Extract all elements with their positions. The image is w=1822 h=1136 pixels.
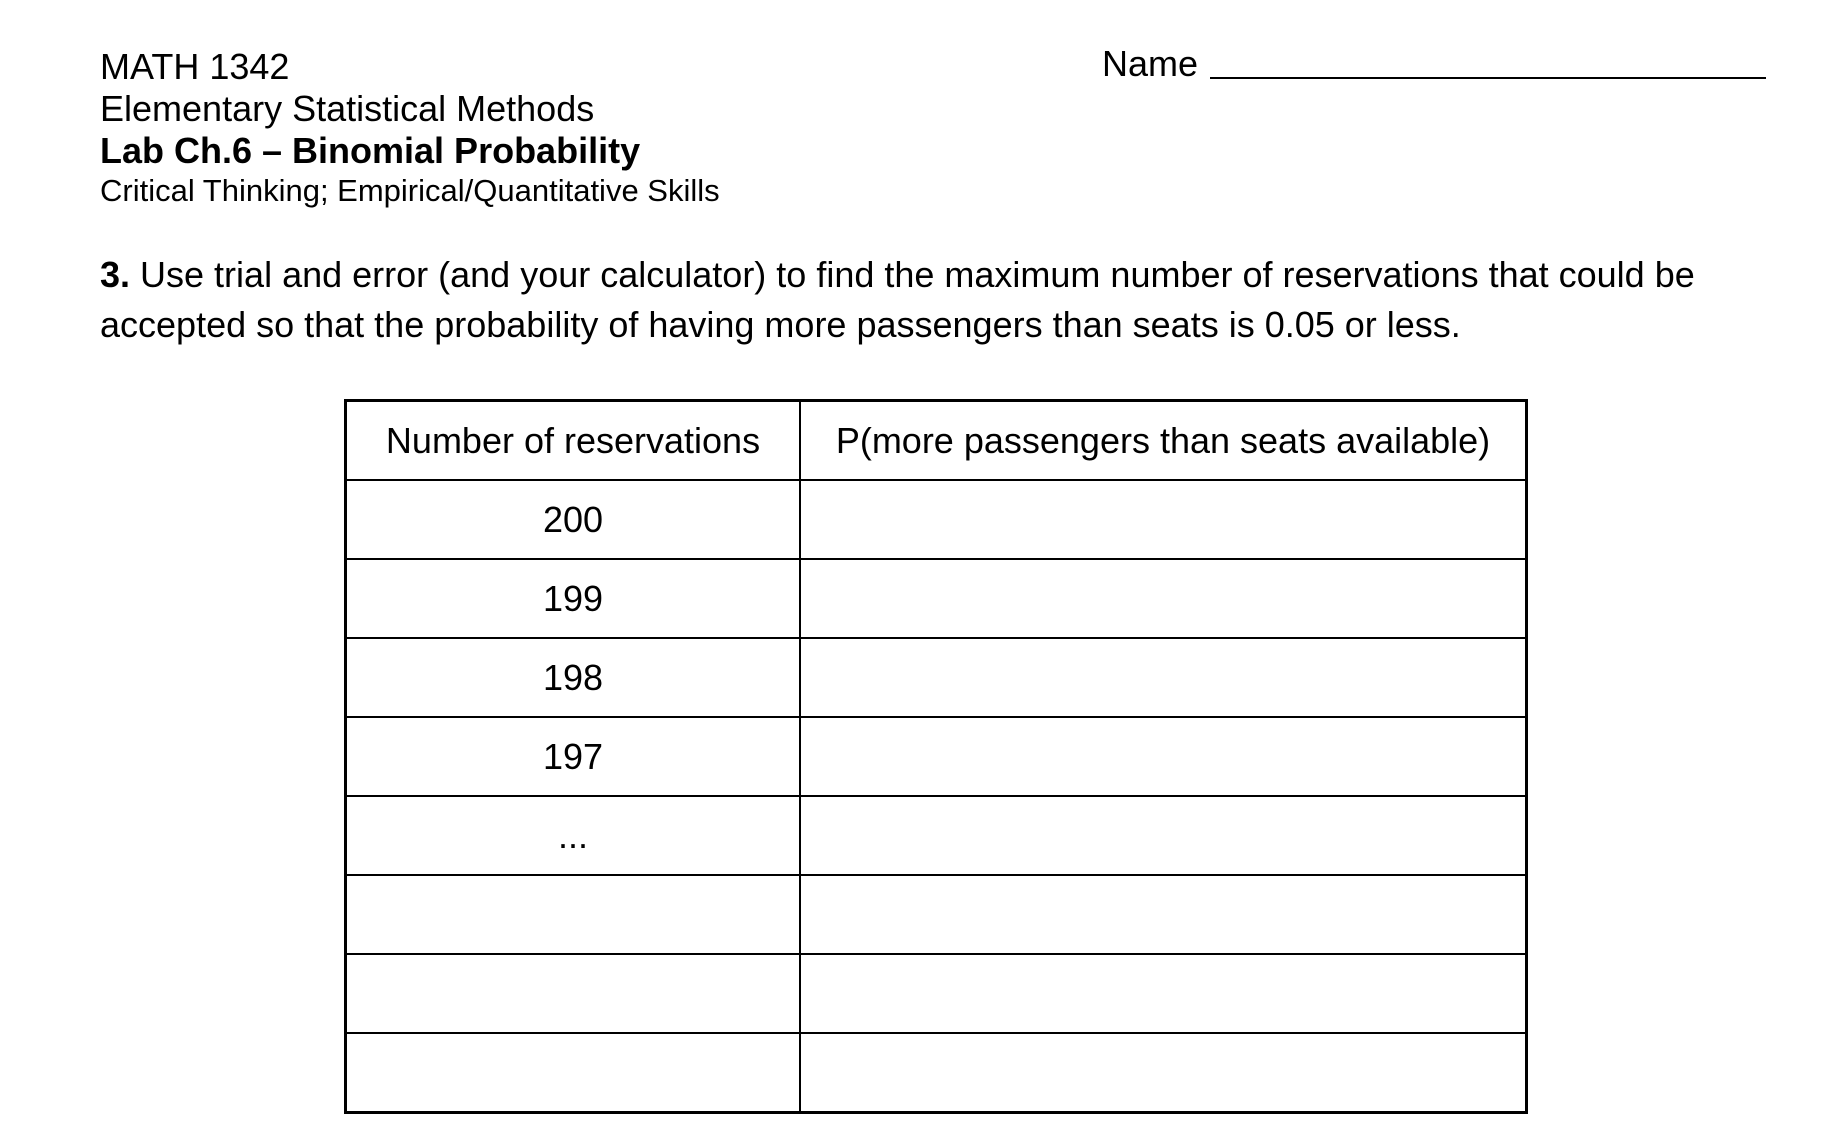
course-code: MATH 1342 bbox=[100, 46, 290, 87]
table-row bbox=[346, 480, 1527, 559]
header-probability: P(more passengers than seats available) bbox=[800, 401, 1527, 481]
reservations-table bbox=[344, 399, 1528, 1114]
lab-title: Lab Ch.6 – Binomial Probability bbox=[100, 130, 641, 171]
table-row bbox=[346, 638, 1527, 717]
reservations-cell: ... bbox=[346, 796, 801, 875]
probability-cell[interactable] bbox=[800, 559, 1527, 638]
question-number: 3. bbox=[100, 254, 131, 295]
reservations-cell[interactable] bbox=[346, 875, 801, 954]
table-row bbox=[346, 1033, 1527, 1113]
reservations-cell: 198 bbox=[346, 638, 801, 717]
name-blank-line[interactable] bbox=[1210, 77, 1766, 79]
probability-cell[interactable] bbox=[800, 1033, 1527, 1113]
probability-cell[interactable] bbox=[800, 954, 1527, 1033]
probability-cell[interactable] bbox=[800, 796, 1527, 875]
skills-subtitle: Critical Thinking; Empirical/Quantitative Skills bbox=[100, 173, 720, 208]
probability-cell[interactable] bbox=[800, 480, 1527, 559]
table-row bbox=[346, 717, 1527, 796]
question-text: Use trial and error (and your calculator) to find the maximum number of reservations that could be accepted so that the probability of having more passengers than seats is 0.05 or less. bbox=[100, 254, 1695, 345]
reservations-cell: 199 bbox=[346, 559, 801, 638]
name-field-area bbox=[1102, 43, 1766, 84]
table-row bbox=[346, 559, 1527, 638]
reservations-cell: 197 bbox=[346, 717, 801, 796]
table-row bbox=[346, 954, 1527, 1033]
reservations-cell[interactable] bbox=[346, 954, 801, 1033]
probability-cell[interactable] bbox=[800, 717, 1527, 796]
name-label: Name bbox=[1102, 43, 1199, 84]
probability-cell[interactable] bbox=[800, 638, 1527, 717]
reservations-cell[interactable] bbox=[346, 1033, 801, 1113]
table-header-row bbox=[346, 401, 1527, 481]
question-3 bbox=[100, 250, 1780, 350]
reservations-cell: 200 bbox=[346, 480, 801, 559]
probability-cell[interactable] bbox=[800, 875, 1527, 954]
header-reservations: Number of reservations bbox=[346, 401, 801, 481]
table-row bbox=[346, 875, 1527, 954]
course-title: Elementary Statistical Methods bbox=[100, 88, 595, 129]
table-row bbox=[346, 796, 1527, 875]
